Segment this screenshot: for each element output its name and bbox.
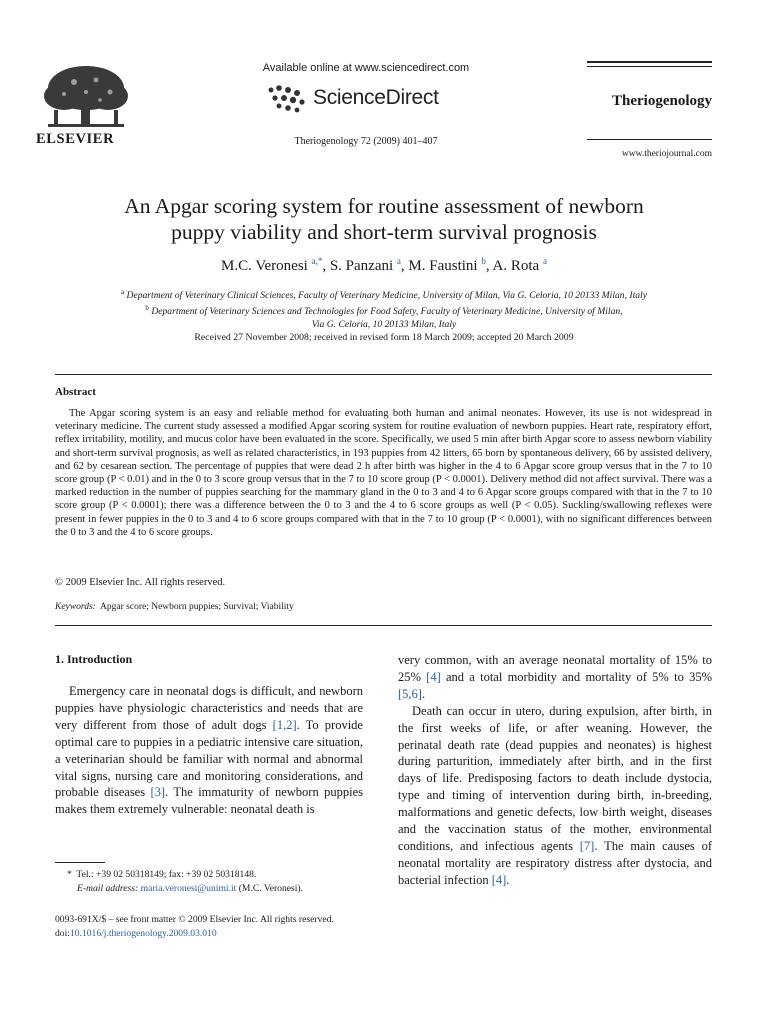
abstract-copyright: © 2009 Elsevier Inc. All rights reserved. — [55, 577, 226, 588]
footnote-tel: * Tel.: +39 02 50318149; fax: +39 02 50318148. — [67, 869, 257, 880]
body-text: . To provide optimal care to puppies in a pediatric intensive care situation, a veterinarian should be familiar with normal and abnormal vital signs, nursing care and monitoring considerations, and probable diseases — [55, 717, 363, 800]
abstract-rule — [55, 374, 712, 375]
author-affil-marker[interactable]: a,* — [311, 256, 323, 266]
author-affil-marker[interactable]: a — [542, 256, 547, 266]
title-line: An Apgar scoring system for routine assessment of newborn — [124, 194, 644, 218]
journal-name: Theriogenology — [612, 93, 712, 109]
affiliation-line: Via G. Celoria, 10 20133 Milan, Italy — [311, 319, 457, 331]
affiliation-line: $^b$ Department of Veterinary Sciences and Technologies for Food Safety, Faculty of Veterinary Medicine, University of Milan, — [145, 304, 623, 318]
body-text: very common, with an average neonatal mortality of 15% to 25% — [398, 653, 712, 684]
body-text: . — [506, 872, 510, 887]
keywords-list: Apgar score; Newborn puppies; Survival; Viability — [100, 602, 294, 612]
keywords — [55, 602, 294, 612]
body-text: and a total morbidity and mortality of 5% to 35% — [440, 669, 712, 684]
intro-paragraph — [398, 703, 712, 889]
issn-doi-block — [55, 913, 455, 941]
publisher-name: ELSEVIER — [36, 131, 115, 147]
received-dates: Received 27 November 2008; received in revised form 18 March 2009; accepted 20 March 2009 — [194, 332, 574, 343]
doi-link[interactable]: 10.1016/j.theriogenology.2009.03.010 — [69, 928, 217, 939]
intro-left-column — [55, 683, 363, 818]
issn-line: 0093-691X/$ – see front matter © 2009 Elsevier Inc. All rights reserved. — [55, 914, 334, 925]
abstract-rule — [55, 625, 712, 626]
journal-citation: Theriogenology 72 (2009) 401–407 — [294, 136, 438, 147]
title-line: puppy viability and short-term survival prognosis — [171, 220, 597, 244]
corresponding-author-footnote — [55, 868, 375, 896]
body-text: . The immaturity of newborn puppies makes them extremely vulnerable: neonatal death is — [55, 785, 363, 817]
citation-ref-link[interactable]: [5,6] — [398, 686, 422, 701]
section-heading-introduction: 1. Introduction — [55, 652, 133, 666]
intro-right-column — [398, 652, 712, 889]
body-text: . — [421, 686, 426, 701]
journal-url-link[interactable]: www.theriojournal.com — [621, 149, 712, 159]
sciencedirect-wordmark: ScienceDirect — [313, 86, 439, 109]
footnote-email: E-mail address: maria.veronesi@unimi.it (M.C. Veronesi). — [77, 883, 304, 894]
abstract-text: The Apgar scoring system is an easy and reliable method for evaluating both human and animal neonates. However, its use is not widespread in veterinary medicine. The current study assessed a modified Apgar scoring system for routine evaluation of newborn puppies. Heart rate, respiratory effort, reflex irritability, motility, and mucus color have been evaluated in the score. Specifically, we used 5 min after birth Apgar score to assess newborn viability and short-term survival prognosis, as well as related characteristics, in 193 puppies from 42 litters, 65 born by spontaneous delivery, 66 by assisted delivery, and 62 by cesarean section. The percentage of puppies that were dead 2 h after birth was higher in the 4 to 6 Apgar score group versus that in the 7 to 10 score group (P < 0.01) and in the 0 to 3 score group versus that in the 7 to 10 score group (P < 0.0001). Delivery method did not affect survival. There was a marked reduction in the number of puppies searching for the mammary gland in the 0 to 3 and 4 to 6 Apgar score groups compared with that in the 7 to 10 score group (P < 0.0001); there was a difference between the 0 to 3 and the 4 to 6 score groups as well (P < 0.05). Suckling/swallowing reflexes were present in fewer puppies in the 0 to 3 and 4 to 6 score groups compared with that in the 7 to 10 group (P < 0.0001), with no significant differences between the 0 to 3 and the 4 to 6 score groups. — [55, 408, 712, 538]
citation-ref-link[interactable]: [7] — [579, 838, 595, 853]
author-name: A. Rota — [492, 258, 540, 274]
email-link[interactable]: maria.veronesi@unimi.it — [140, 883, 237, 894]
keywords-label: Keywords: — [55, 602, 96, 612]
citation-ref-link[interactable]: [4] — [491, 872, 507, 887]
intro-paragraph — [398, 652, 712, 703]
author-affil-marker[interactable]: b — [481, 256, 486, 266]
header-rule — [587, 66, 712, 67]
body-text: Emergency care in neonatal dogs is difficult, and newborn puppies have physiologic characteristics and needs that are very different from those of adult dogs — [55, 684, 363, 732]
affiliation-line: $^a$ Department of Veterinary Clinical Sciences, Faculty of Veterinary Medicine, University of Milan, Via G. Celoria, 10 20133 Milan, Italy — [121, 288, 647, 302]
author-list: M.C. Veronesi $^{a,*}$, S. Panzani $^a$, M. Faustini $^b$, A. Rota $^a$ — [221, 256, 547, 274]
body-text: Death can occur in utero, during expulsion, after birth, in the first weeks of life, or after weaning. However, the perinatal death rate (dead puppies and neonates) is highest during parturition, immediately after birth, and in the first days of life. Predisposing factors to death include dystocia, type and timing of intervention during birth, in-breeding, malformations and genetic defects, low birth weight, diseases and the vaccination status of the mother, environmental conditions, and infectious agents — [398, 703, 712, 853]
citation-ref-link[interactable]: [4] — [426, 669, 441, 684]
abstract-heading: Abstract — [55, 386, 96, 398]
article-title — [40, 193, 728, 245]
author-affil-marker[interactable]: a — [396, 256, 401, 266]
available-online-text: Available online at www.sciencedirect.com — [262, 62, 470, 74]
citation-ref-link[interactable]: [1,2] — [272, 717, 297, 732]
body-text: . The main causes of neonatal mortality are respiratory distress after dystocia, and bacterial infection — [398, 838, 712, 887]
doi-line: doi:10.1016/j.theriogenology.2009.03.010 — [55, 928, 217, 939]
citation-ref-link[interactable]: [3] — [150, 785, 166, 800]
affiliations — [40, 286, 728, 331]
header-rule — [587, 139, 712, 140]
header-rule — [587, 61, 712, 63]
footnote-rule — [55, 862, 105, 863]
author-name: M.C. Veronesi — [221, 258, 308, 274]
author-name: S. Panzani — [329, 258, 394, 274]
author-name: M. Faustini — [408, 258, 478, 274]
